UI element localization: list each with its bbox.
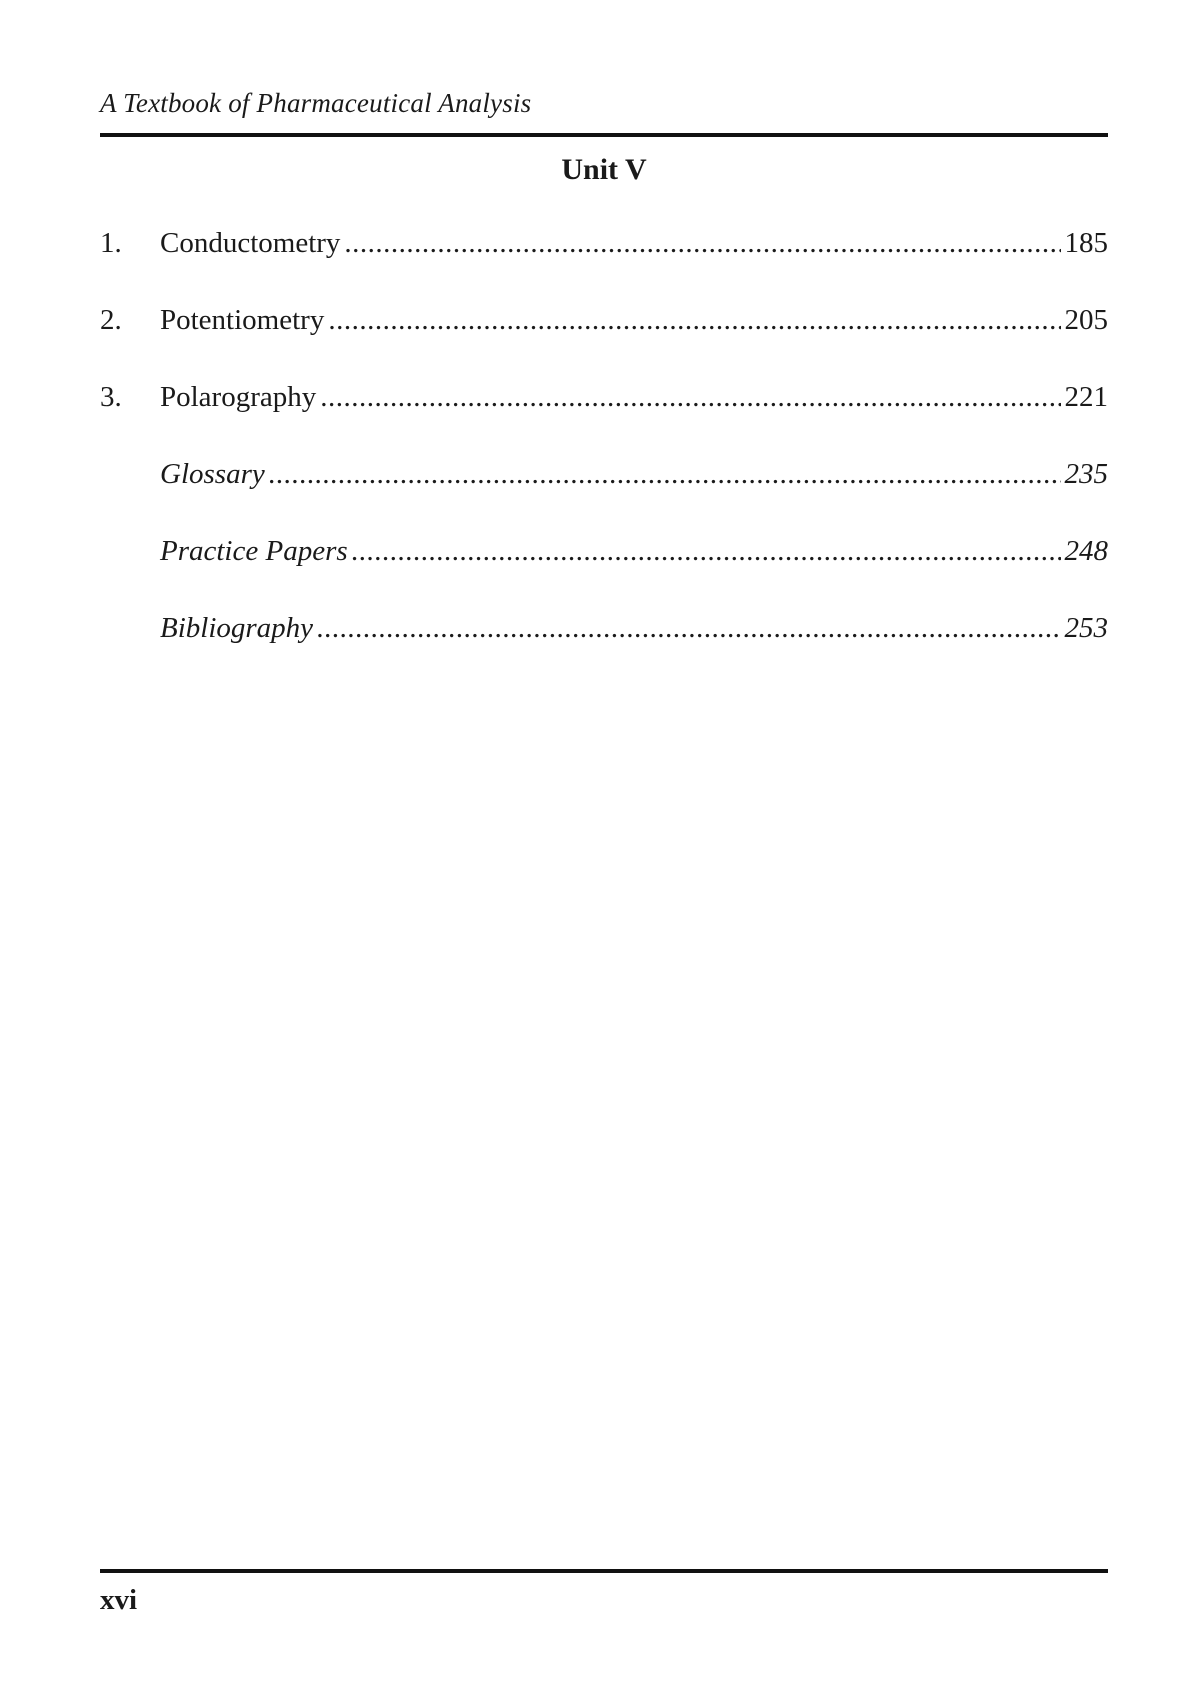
dot-leader <box>352 535 1061 568</box>
dot-leader <box>269 458 1061 491</box>
toc-entry-page: 235 <box>1064 458 1108 490</box>
header-rule <box>100 133 1108 137</box>
toc-entry-page: 248 <box>1064 535 1108 567</box>
toc-entry-polarography[interactable] <box>100 381 1108 458</box>
toc-entry-page: 221 <box>1064 381 1108 413</box>
dot-leader <box>320 381 1060 414</box>
toc-entry-potentiometry[interactable] <box>100 304 1108 381</box>
toc-entry-practice-papers[interactable] <box>100 535 1108 612</box>
toc-entry-title: Conductometry <box>160 227 341 259</box>
toc-entry-number: 1. <box>100 227 122 259</box>
toc-entry-page: 205 <box>1064 304 1108 336</box>
toc-entry-title: Potentiometry <box>160 304 325 336</box>
footer-rule <box>100 1569 1108 1573</box>
page-number: xvi <box>100 1584 138 1616</box>
toc-entry-title: Glossary <box>160 458 265 490</box>
table-of-contents <box>100 227 1108 689</box>
dot-leader <box>344 227 1060 260</box>
unit-title: Unit V <box>561 153 647 186</box>
toc-entry-title: Practice Papers <box>160 535 348 567</box>
toc-entry-number: 2. <box>100 304 122 336</box>
dot-leader <box>317 612 1060 645</box>
toc-entry-page: 253 <box>1064 612 1108 644</box>
running-head-title: A Textbook of Pharmaceutical Analysis <box>100 88 532 118</box>
toc-entry-page: 185 <box>1064 227 1108 259</box>
toc-entry-title: Bibliography <box>160 612 314 644</box>
toc-entry-bibliography[interactable] <box>100 612 1108 689</box>
dot-leader <box>328 304 1060 337</box>
toc-entry-conductometry[interactable] <box>100 227 1108 304</box>
toc-entry-glossary[interactable] <box>100 458 1108 535</box>
toc-entry-title: Polarography <box>160 381 317 413</box>
toc-entry-number: 3. <box>100 381 122 413</box>
